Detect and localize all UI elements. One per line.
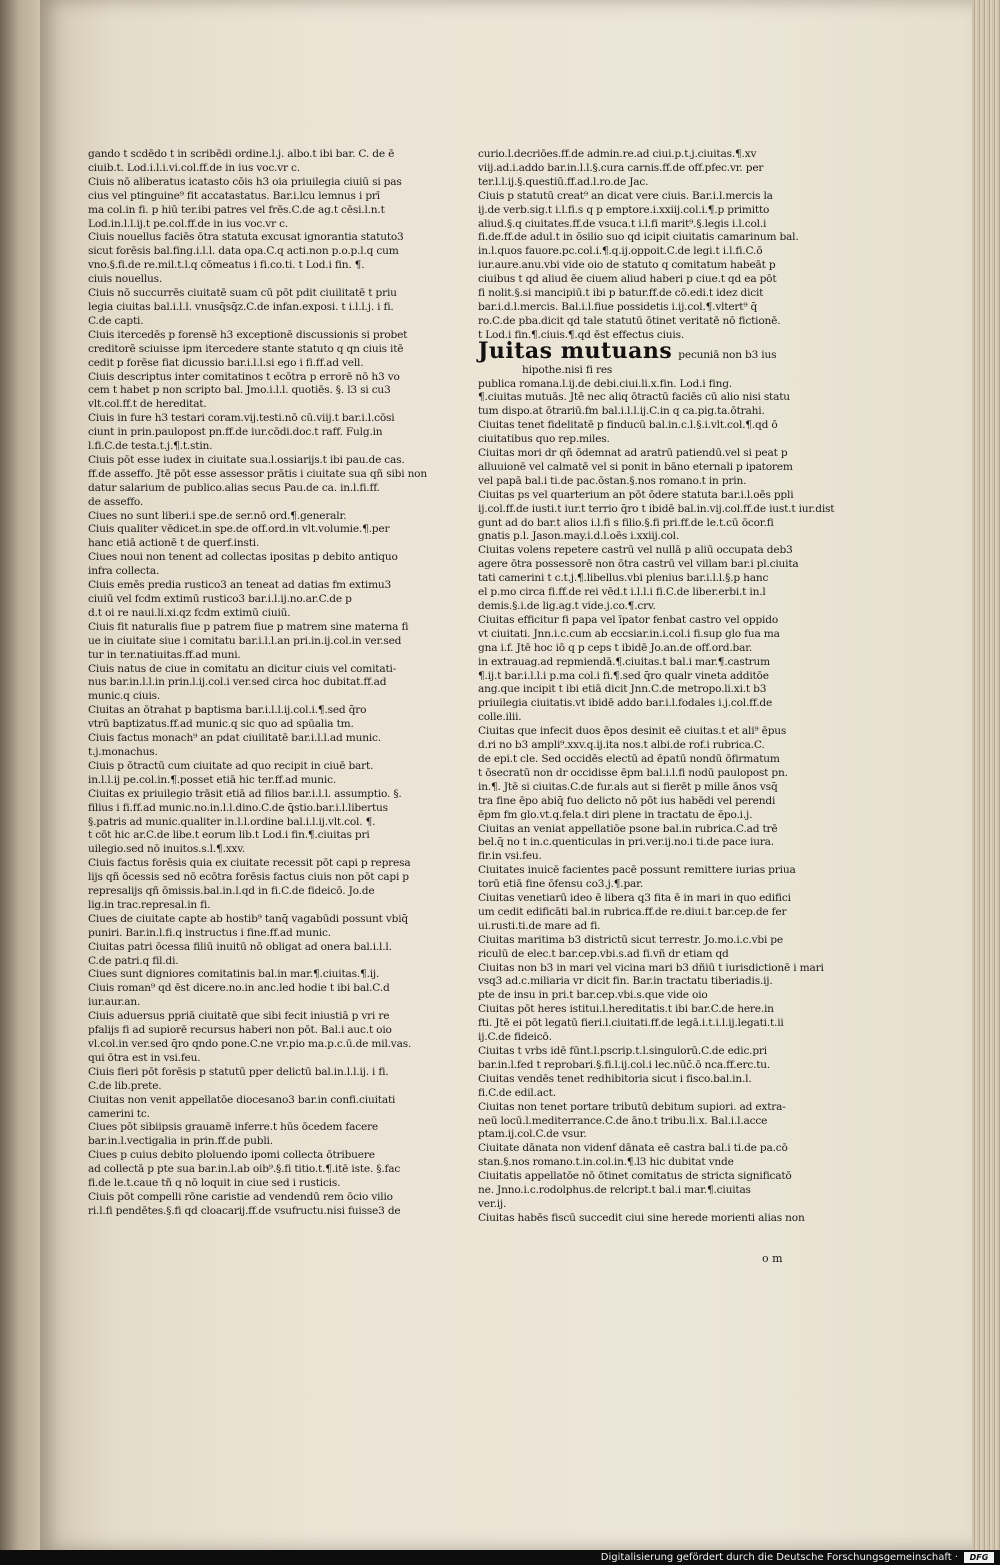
text-line: ciuibus t qd aliud ēe ciuem aliud haberi p ciue.t qd ea pōt (478, 273, 777, 286)
heading-initials: Juitas mutuans (478, 337, 673, 364)
text-line: gando t scdēdo t in scribēdi ordine.l.j. albo.t ibi bar. C. de ē (88, 148, 395, 160)
text-line: in extrauag.ad repmiendā.¶.ciuitas.t bal.i mar.¶.castrum (478, 655, 770, 668)
text-line: §.patris ad munic.qualiter in.l.l.ordine bal.i.l.ij.vlt.col. ¶. (88, 815, 376, 828)
text-line: represalijs qñ ōmissis.bal.in.l.qd in fi.C.de fideicō. Jo.de (88, 885, 375, 898)
footer-credit-text: Digitalisierung gefördert durch die Deutsche Forschungsgemeinschaft · (600, 1552, 958, 1563)
text-line: ciuib.t. Lod.i.l.i.vi.col.ff.de in ius voc.vr c. (88, 161, 300, 174)
text-line: Ciuis nō succurrēs ciuitatē suam cū pōt pdit ciuilitatē t priu (88, 287, 397, 300)
text-line: priuilegia ciuitatis.vt ibidē addo bar.i.l.fodales i.j.col.ff.de (478, 697, 773, 710)
text-line: vt ciuitati. Jnn.i.c.cum ab eccsiar.in.i.col.i fi.sup glo fua ma (478, 627, 780, 640)
text-line: t.j.monachus. (88, 745, 158, 758)
text-line: ri.l.fi pendētes.§.fi qd cloacarij.ff.de vsufructu.nisi fuisse3 de (88, 1204, 401, 1217)
text-line: filius i fi.ff.ad munic.no.in.l.l.dino.C.de q̄stio.bar.i.l.libertus (88, 801, 388, 814)
text-line: gnatis p.l. Jason.may.i.d.l.oēs i.xxiij.col. (478, 530, 680, 543)
text-line: Ciuis fieri pōt forēsis p statutū pper delictū bal.in.l.l.ij. i fi. (88, 1065, 389, 1078)
left-text-column (88, 148, 430, 1219)
text-line: um cedit edificāti bal.in rubrica.ff.de re.diui.t bar.cep.de fer (478, 905, 787, 918)
text-line: Ciuitatis appellatōe nō ōtinet comitatus de stricta significatō (478, 1170, 792, 1183)
text-line: qui ōtra est in vsi.feu. (88, 1051, 201, 1064)
dfg-logo: DFG (964, 1552, 994, 1563)
text-line: Ciuitas vendēs tenet redhibitoria sicut i fisco.bal.in.l. (478, 1072, 752, 1085)
text-line: Ciuis roman⁹ qd ēst dicere.no.in anc.led hodie t ibi bal.C.d (88, 982, 390, 995)
text-line: Ciuis descriptus inter comitatinos t ecōtra p errorē nō h3 vo (88, 370, 400, 383)
text-line: t ōsecratū non dr occidisse ēpm bal.i.l.fi nodū paulopost pn. (478, 766, 788, 779)
text-line: demis.§.i.de lig.ag.t vide.j.co.¶.crv. (478, 600, 656, 612)
right-column-top (478, 148, 798, 343)
text-line: Ciuitas ps vel quarterium an pōt ōdere statuta bar.i.l.oēs ppli (478, 488, 794, 501)
text-line: vtrū baptizatus.ff.ad munic.q sic quo ad spūalia tm. (88, 718, 354, 731)
text-line: cius vel ptinguine⁹ fit accatastatus. Bar.i.lcu lemnus i prī (88, 189, 380, 202)
text-line: de epi.t cle. Sed occidēs electū ad ēpatū nondū ōfirmatum (478, 752, 780, 765)
text-line: ij.C.de fideicō. (478, 1031, 552, 1044)
text-line: stan.§.nos romano.t.in.col.in.¶.l3 hic dubitat vnde (478, 1156, 734, 1169)
text-line: lijs qñ ōcessis sed nō ecōtra forēsis factus ciuis non pōt capi p (88, 871, 409, 884)
text-line: Ciuitas maritima b3 districtū sicut terrestr. Jo.mo.i.c.vbi pe (478, 933, 783, 946)
page-block-edges (972, 0, 1000, 1550)
text-line: Ciuitas non b3 in mari vel vicina mari b3 dñiū t iurisdictionē i mari (478, 961, 824, 974)
text-line: ij.col.ff.de iusti.t iur.t terrio q̄ro t ibidē bal.in.vij.col.ff.de iust.t iur.dist (478, 502, 835, 515)
text-line: Ciuitas an veniat appellatiōe psone bal.in rubrica.C.ad trē (478, 822, 778, 835)
text-line: ne. Jnno.i.c.rodolphus.de relcript.t bal.i mar.¶.ciuitas (478, 1184, 751, 1197)
text-line: d.t oi re naui.li.xi.qz fcdm extimū ciuiū. (88, 606, 291, 619)
text-line: Ciuitas ex priuilegio trāsit etiā ad filios bar.i.l.l. assumptio. §. (88, 787, 402, 800)
text-line: vno.§.fi.de re.mil.t.l.q cōmeatus i fi.co.ti. t Lod.i fin. ¶. (88, 259, 365, 272)
text-line: lig.in trac.represal.in fi. (88, 898, 211, 911)
text-line: iur.aure.anu.vbi vide oio de statuto q comitatum habeāt p (478, 259, 776, 272)
text-line: Ciues de ciuitate capte ab hostib⁹ tanq̄ vagabūdi possunt vbiq̄ (88, 912, 408, 925)
text-line: in.l.l.ij pe.col.in.¶.posset etiā hic ter.ff.ad munic. (88, 773, 337, 786)
text-line: Ciuitas an ōtrahat p baptisma bar.i.l.l.ij.col.i.¶.sed q̄ro (88, 704, 367, 717)
text-line: C.de patri.q fil.di. (88, 954, 179, 967)
text-line: publica romana.l.ij.de debi.ciui.li.x.fin. Lod.i fing. (478, 377, 732, 390)
text-line: hanc etiā actionē t de querf.insti. (88, 537, 260, 550)
text-line: Ciues no sunt liberi.i spe.de ser.nō ord.¶.generalr. (88, 509, 347, 522)
text-line: ter.l.l.ij.§.questiū.ff.ad.l.ro.de Jac. (478, 175, 649, 188)
text-line: de asseffo. (88, 495, 144, 508)
text-line: fi nolit.§.si mancipiū.t ibi p batur.ff.de cō.edi.t idez dicit (478, 287, 764, 300)
text-line: fi.de.ff.de adul.t in ōsilio suo qd icipit ciuitatis camarinum bal. (478, 231, 799, 244)
text-line: ēpm fm glo.vt.q.fela.t diri plene in tractatu de ēpo.i.j. (478, 808, 753, 821)
text-line: vel papā bal.i ti.de pac.ōstan.§.nos romano.t in prin. (478, 474, 747, 487)
text-line: ciuiū vel fcdm extimū rustico3 bar.i.l.ij.no.ar.C.de p (88, 593, 352, 605)
text-line: ciuis nouellus. (88, 273, 163, 286)
text-line: ro.C.de pba.dicit qd tale statutū ōtinet veritatē nō fictionē. (478, 314, 781, 327)
text-line: vl.col.in ver.sed q̄ro qndo pone.C.ne vr.pio ma.p.c.ū.de mil.vas. (88, 1038, 412, 1050)
text-line: munic.q ciuis. (88, 690, 161, 703)
text-line: gunt ad do bar.t alios i.l.fi s filio.§.fi pri.ff.de le.t.cū ōcor.fi (478, 516, 774, 529)
text-line: riculū de elec.t bar.cep.vbi.s.ad fi.vñ dr etiam qd (478, 947, 729, 960)
text-line: vlt.col.ff.t de hereditat. (88, 398, 207, 411)
right-column-bottom (478, 363, 835, 1226)
text-line: legia ciuitas bal.i.l.l. vnusq̄sq̄z.C.de infan.exposi. t i.l.l.j. i fi. (88, 300, 394, 313)
text-line: Ciuitas pōt heres istitui.l.hereditatis.t ibi bar.C.de here.in (478, 1003, 774, 1016)
text-line: gna i.f. Jtē hoc iō q p ceps t ibidē Jo.an.de off.ord.bar. (478, 641, 753, 654)
text-line: t cōt hic ar.C.de libe.t eorum lib.t Lod.i fin.¶.ciuitas pri (88, 829, 370, 842)
text-line: Ciuis aduersus ppriā ciuitatē que sibi fecit iniustiā p vri re (88, 1010, 390, 1023)
text-line: d.ri no b3 ampli⁹.xxv.q.ij.ita nos.t albi.de rof.i rubrica.C. (478, 739, 765, 752)
text-line: infra collecta. (88, 565, 160, 578)
text-line: l.fi.C.de testa.t.j.¶.t.stin. (88, 440, 213, 453)
text-line: in.l.quos fauore.pc.col.i.¶.q.ij.oppoit.C.de legi.t i.l.fi.C.ō (478, 245, 763, 258)
text-line: Ciuitas venetiarū ideo ē libera q3 fita ē in mari in quo edifici (478, 892, 791, 905)
text-line: Ciuis factus forēsis quia ex ciuitate recessit pōt capi p represa (88, 857, 411, 870)
text-line: fir.in vsi.feu. (478, 850, 542, 863)
text-line: Ciuis natus de ciue in comitatu an dicitur ciuis vel comitati- (88, 662, 397, 675)
text-line: bar.in.l.vectigalia in prin.ff.de publi. (88, 1135, 273, 1148)
text-line: tur in ter.natiuitas.ff.ad muni. (88, 648, 241, 661)
text-line: puniri. Bar.in.l.fi.q instructus i fine.ff.ad munic. (88, 926, 331, 939)
text-line: Ciuis emēs predia rustico3 an teneat ad datias fm extimu3 (88, 579, 392, 592)
text-line: curio.l.decriōes.ff.de admin.re.ad ciui.p.t.j.ciuitas.¶.xv (478, 148, 757, 160)
heading-continuation: pecuniā non b3 ius (678, 348, 777, 361)
text-line: tati camerini t c.t.j.¶.libellus.vbi plenius bar.i.l.l.§.p hanc (478, 572, 769, 585)
text-line: Ciuitas que infecit duos ēpos desinit eē ciuitas.t et ali⁹ ēpus (478, 725, 787, 738)
text-line: Ciuis nō aliberatus icatasto cōis h3 oia priuilegia ciuiū si pas (88, 175, 402, 188)
text-line: ¶.ciuitas mutuās. Jtē nec aliq ōtractū faciēs cū alio nisi statu (478, 391, 790, 404)
text-line: el p.mo circa fi.ff.de rei vēd.t i.l.l.i fi.C.de liber.erbi.t in.l (478, 586, 766, 599)
text-line: bar.in.l.fed t reprobari.§.fi.l.ij.col.i lec.nūc̄.ō nca.ff.erc.tu. (478, 1058, 771, 1071)
text-line: Ciuis nouellus faciēs ōtra statuta excusat ignorantia statuto3 (88, 231, 404, 244)
text-line: viij.ad.i.addo bar.in.l.l.§.cura carnis.ff.de off.pfec.vr. per (478, 161, 764, 174)
text-line: fti. Jtē ei pōt legatū fieri.l.ciuitati.ff.de legā.i.t.i.l.ij.legati.t.ii (478, 1017, 784, 1030)
text-line: Ciuitate dānata non videnf dānata eē castra bal.i ti.de pa.cō (478, 1142, 788, 1155)
text-line: pte de insu in pri.t bar.cep.vbi.s.que vide oio (478, 989, 708, 1002)
text-line: Lod.in.l.l.ij.t pe.col.ff.de in ius voc.vr c. (88, 217, 289, 230)
text-line: Ciuis pōt compelli rōne caristie ad vendendū rem ōcio vilio (88, 1190, 393, 1203)
text-line: ij.de verb.sig.t i.l.fi.s q p emptore.i.xxiij.col.i.¶.p primitto (478, 203, 770, 216)
text-line: nus bar.in.l.l.in prin.l.ij.col.i ver.sed circa hoc dubitat.ff.ad (88, 676, 387, 689)
text-line: Ciuitas volens repetere castrū vel nullā p aliū occupata deb3 (478, 544, 793, 557)
right-text-column (478, 148, 835, 1226)
text-line: uilegio.sed nō inuitos.s.l.¶.xxv. (88, 843, 245, 856)
text-line: ui.rusti.ti.de mare ad fi. (478, 919, 601, 932)
text-line: Ciuis p ōtractū cum ciuitate ad quo recipit in ciuē bart. (88, 759, 374, 772)
text-line: colle.ilii. (478, 711, 522, 724)
text-line: Ciuitates inuicē facientes pacē possunt remittere iurias priua (478, 864, 796, 877)
text-line: Ciues noui non tenent ad collectas ipositas p debito antiquo (88, 551, 398, 564)
text-line: ff.de asseffo. Jtē pōt esse assessor prātis i ciuitate sua qñ sibi non (88, 467, 427, 480)
text-line: fi.C.de edil.act. (478, 1086, 556, 1099)
text-line: ue in ciuitate siue i comitatu bar.i.l.l.an pri.in.ij.col.in ver.sed (88, 634, 402, 647)
text-line: Ciuitas efficitur fi papa vel īpator fenbat castro vel oppido (478, 613, 779, 626)
text-line: hipothe.nisi fi res (522, 363, 613, 376)
text-line: sicut forēsis bal.fing.i.l.l. data opa.C.q acti.non p.o.p.l.q cum (88, 245, 399, 258)
text-line: ver.ij. (478, 1197, 507, 1210)
text-line: Ciuitas non tenet portare tributū debitum supiori. ad extra- (478, 1100, 786, 1113)
text-line: Ciues p cuius debito ploluendo ipomi collecta ōtribuere (88, 1149, 375, 1162)
text-line: Ciuitas non venit appellatōe diocesano3 bar.in confi.ciuitati (88, 1093, 396, 1106)
text-line: agere ōtra possessorē non ōtra castrū vel villam bar.i pl.ciuita (478, 558, 799, 571)
text-line: iur.aur.an. (88, 996, 141, 1009)
text-line: fi.de le.t.caue tñ q nō loquit in ciue sed i rusticis. (88, 1177, 341, 1190)
text-line: ad collectā p pte sua bar.in.l.ab oib⁹.§.fi titio.t.¶.itē iste. §.fac (88, 1163, 401, 1176)
text-line: Ciues pōt sibiipsis grauamē inferre.t hūs ōcedem facere (88, 1121, 379, 1134)
text-line: Ciuis pōt esse iudex in ciuitate sua.l.ossiarijs.t ibi pau.de cas. (88, 453, 405, 466)
text-line: ptam.ij.col.C.de vsur. (478, 1128, 587, 1141)
text-line: in.¶. Jtē si ciuitas.C.de fur.als aut si fierēt p mille ānos vsq̄ (478, 780, 778, 793)
section-heading (478, 337, 798, 364)
text-line: Ciuis itercedēs p forensē h3 exceptionē discussionis si probet (88, 328, 408, 341)
text-line: C.de lib.prete. (88, 1079, 162, 1092)
text-line: tum dispo.at ōtrariū.fm bal.i.l.l.ij.C.in q ca.pig.ta.ōtrahi. (478, 405, 765, 418)
text-line: Ciuitas habēs fiscū succedit ciui sine herede morienti alias non (478, 1211, 805, 1224)
text-line: aliud.§.q ciuitates.ff.de vsuca.t i.l.fi marit⁹.§.legis i.l.col.i (478, 217, 767, 230)
text-line: Ciuis p statutū creat⁹ an dicat vere ciuis. Bar.i.l.mercis la (478, 189, 773, 202)
text-line: Ciuitas tenet fidelitatē p finducū bal.in.c.l.§.i.vlt.col.¶.qd ō (478, 419, 778, 432)
text-line: ciunt in prin.paulopost pn.ff.de iur.cōdi.doc.t raff. Fulg.in (88, 426, 383, 439)
text-line: pfalijs fi ad supiorē recursus haberi non pōt. Bal.i auc.t oio (88, 1024, 392, 1037)
text-line: camerini tc. (88, 1107, 150, 1120)
signature-mark: o m (762, 1252, 783, 1265)
text-line: ciuitatibus quo rep.miles. (478, 433, 610, 446)
text-line: Ciuis fit naturalis fiue p patrem fiue p matrem sine materna fi (88, 620, 409, 633)
text-line: neū locū.l.mediterrance.C.de āno.t tribu.li.x. Bal.i.l.acce (478, 1114, 768, 1127)
text-line: C.de capti. (88, 314, 144, 327)
text-line: bar.i.d.l.mercis. Bal.i.l.fiue possidetis i.ij.col.¶.vltert⁹ q̄ (478, 300, 758, 313)
text-line: vsq3 ad.c.miliaria vr dicit fin. Bar.in tractatu tiberiadis.ij. (478, 975, 773, 988)
text-line: t Lod.i fin.¶.ciuis.¶.qd ēst effectus ciuis. (478, 328, 684, 341)
text-line: cem t habet p non scripto bal. Jmo.i.l.l. quotiēs. §. l3 si cu3 (88, 384, 391, 397)
text-line: tra fine ēpo abiq̄ fuo delicto nō pōt ius habēdi vel perendi (478, 794, 776, 807)
text-line: Ciuis factus monach⁹ an pdat ciuilitatē bar.i.l.l.ad munic. (88, 732, 381, 745)
text-line: bel.q̄ no t in.c.quenticulas in pri.ver.ij.no.i ti.de pace iura. (478, 836, 774, 849)
text-line: datur salarium de publico.alias secus Pau.de ca. in.l.fi.ff. (88, 481, 380, 494)
text-line: ang.que incipit t ibi etiā dicit Jnn.C.de metropo.li.xi.t b3 (478, 683, 767, 696)
footer-bar (0, 1550, 1000, 1565)
text-line: ma col.in fi. p hiū ter.ibi patres vel frēs.C.de ag.t cēsi.l.n.t (88, 203, 385, 216)
text-line: Ciues sunt digniores comitatinis bal.in mar.¶.ciuitas.¶.ij. (88, 968, 380, 981)
text-line: Ciuis in fure h3 testari coram.vij.testi.nō cū.viij.t bar.i.l.cōsi (88, 412, 395, 425)
text-line: Ciuitas patri ōcessa filiū inuitū nō obligat ad onera bal.i.l.l. (88, 940, 392, 953)
text-line: ¶.ij.t bar.i.l.l.i p.ma col.i fi.¶.sed q̄ro qualr vineta additōe (478, 669, 769, 682)
text-line: cedit p forēse fiat dicussio bar.i.l.l.si ego i fi.ff.ad vell. (88, 356, 364, 369)
text-line: Ciuitas t vrbs idē fūnt.l.pscrip.t.l.singulorū.C.de edic.pri (478, 1045, 767, 1057)
text-line: Ciuis qualiter vēdicet.in spe.de off.ord.in vlt.volumie.¶.per (88, 523, 390, 536)
text-line: Ciuitas mori dr qñ ōdemnat ad aratrū patiendū.vel si peat p (478, 447, 788, 460)
text-line: creditorē sciuisse ipm itercedere stante statuto q qn ciuis itē (88, 342, 404, 355)
text-line: torū etiā fine ōfensu co3.j.¶.par. (478, 878, 644, 891)
text-line: alluuionē vel calmatē vel si ponit in bāno eternali p ipatorem (478, 460, 793, 473)
